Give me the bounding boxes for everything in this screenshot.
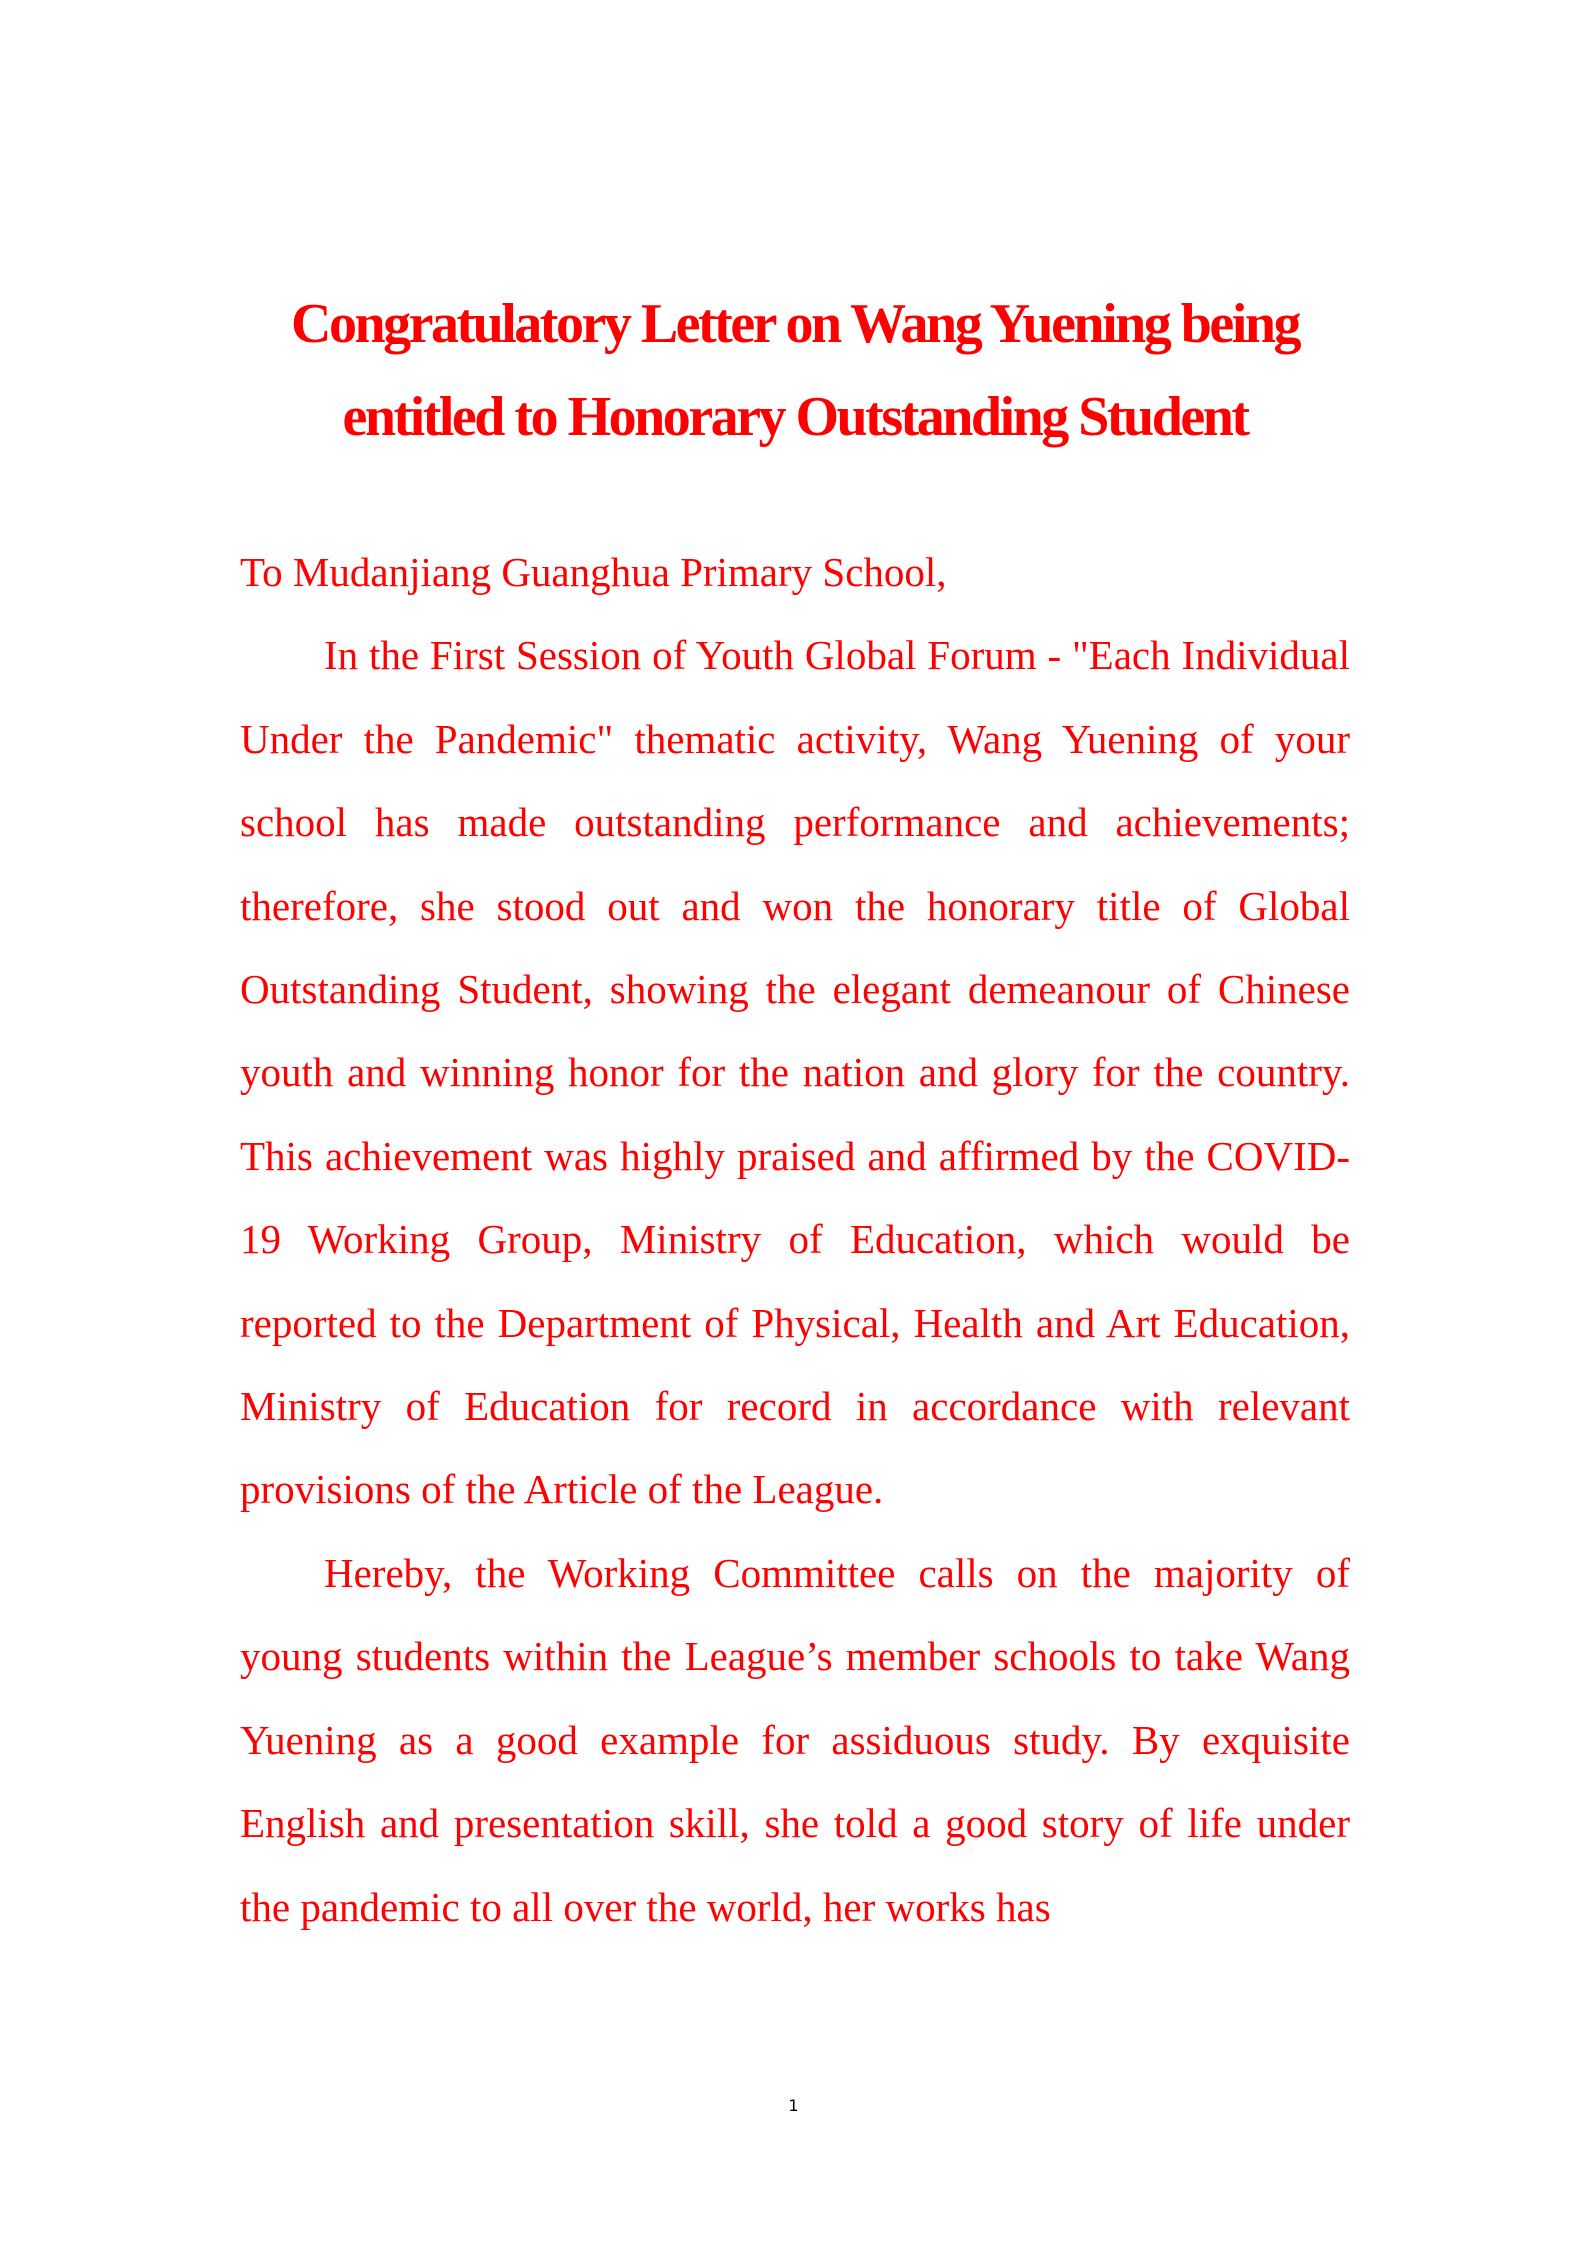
letter-title [240, 278, 1350, 464]
title-line-1: Congratulatory Letter on Wang Yuening being [291, 293, 1299, 355]
letter-body [240, 531, 1350, 1949]
title-line-2: entitled to Honorary Outstanding Student [342, 386, 1248, 448]
salutation: To Mudanjiang Guanghua Primary School, [240, 549, 947, 595]
paragraph-2: Hereby, the Working Committee calls on the majority of young students within the League’s member schools to take Wang Yuening as a good example for assiduous study. By exquisite English and presentation skill, she told a good story of life under the pandemic to all over the world, her works has [240, 1549, 1350, 1930]
paragraph-1: In the First Session of Youth Global Forum - "Each Individual Under the Pandemic" thematic activity, Wang Yuening of your school has made outstanding performance and achievements; therefore, she stood out and won the honorary title of Global Outstanding Student, showing the elegant demeanour of Chinese youth and winning honor for the nation and glory for the country. This achievement was highly praised and affirmed by the COVID-19 Working Group, Ministry of Education, which would be reported to the Department of Physical, Health and Art Education, Ministry of Education for record in accordance with relevant provisions of the Article of the League. [240, 632, 1350, 1513]
page-number: 1 [788, 2096, 799, 2115]
